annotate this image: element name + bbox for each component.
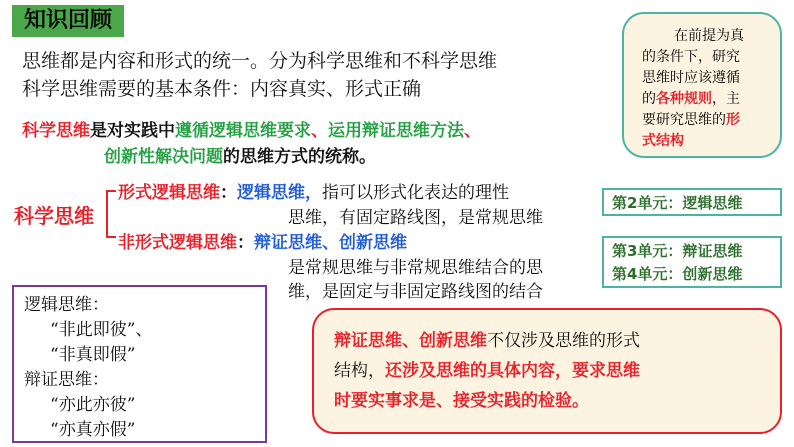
nonformal-logic-label: 非形式逻辑思维	[118, 233, 237, 253]
tree-bracket-bottom	[106, 236, 116, 238]
rules-callout	[622, 12, 782, 158]
callout-line-5	[642, 110, 768, 131]
nonformal-logic-line-1	[118, 228, 407, 253]
nonformal-logic-type: 辩证思维、创新思维	[254, 233, 407, 253]
unit-4-label: 第4单元：创新思维	[612, 265, 743, 283]
tree-root: 科学思维	[14, 204, 94, 228]
formal-logic-colon: ：	[220, 183, 237, 203]
section-tag: 知识回顾	[12, 5, 124, 37]
left-box-line-3: “非真即假”	[50, 345, 136, 365]
definition-green-2: 运用辩证思维方法	[328, 121, 464, 141]
bottom-box-red-1: 辩证思维、创新思维	[334, 331, 487, 351]
intro-line-1: 思维都是内容和形式的统一。分为科学思维和不科学思维	[22, 50, 498, 72]
callout-line-1: 在前提为真	[674, 28, 744, 44]
bottom-box-red-2: 还涉及思维的具体内容，要求思维	[385, 361, 640, 381]
callout-line-4	[642, 89, 768, 110]
left-box-line-1: 逻辑思维：	[24, 295, 109, 315]
definition-sep-1: 、	[311, 121, 328, 141]
formal-logic-label: 形式逻辑思维	[118, 183, 220, 203]
tree-bracket-top	[106, 190, 116, 192]
callout-highlight-rules: 各种规则	[656, 91, 712, 107]
bottom-box-line-1	[334, 326, 766, 356]
nonformal-logic-desc-2: 维，是固定与非固定路线图的结合	[288, 282, 543, 302]
definition-green-1: 遵循逻辑思维要求	[175, 121, 311, 141]
definition-line-2	[104, 142, 376, 167]
unit-3-4-box	[602, 236, 782, 288]
bottom-box-line-3: 时要实事求是、接受实践的检验。	[334, 391, 589, 411]
definition-sep-2: 、	[464, 121, 481, 141]
formal-logic-type: 逻辑思维，	[237, 183, 322, 203]
nonformal-logic-colon: ：	[237, 233, 254, 253]
unit-2-box: 第2单元：逻辑思维	[602, 188, 782, 216]
bottom-box-black-2: 结构，	[334, 361, 385, 381]
callout-line-3: 思维时应该遵循	[642, 70, 740, 86]
left-box-line-5: “亦此亦彼”	[50, 395, 136, 415]
definition-green-3: 创新性解决问题	[104, 147, 223, 167]
callout-line-5a: 要研究思维的	[642, 112, 726, 128]
callout-line-4a: 的	[642, 91, 656, 107]
unit-3-label: 第3单元：辩证思维	[612, 242, 743, 260]
definition-line-1	[22, 116, 481, 141]
formal-logic-desc-1: 指可以形式化表达的理性	[322, 183, 509, 203]
left-box-line-6: “亦真亦假”	[50, 420, 136, 440]
definition-term: 科学思维	[22, 121, 90, 141]
callout-line-6: 式结构	[642, 133, 684, 149]
dialectical-innovative-box	[312, 308, 782, 434]
bottom-box-line-2	[334, 356, 766, 386]
callout-line-4c: ，主	[712, 91, 740, 107]
thinking-comparison-box	[12, 285, 267, 443]
nonformal-logic-desc-1: 是常规思维与非常规思维结合的思	[288, 258, 543, 278]
bottom-box-black-1: 不仅涉及思维的形式	[487, 331, 640, 351]
callout-line-2: 的条件下，研究	[642, 49, 740, 65]
definition-tail: 的思维方式的统称。	[223, 147, 376, 167]
formal-logic-line-1	[118, 178, 509, 203]
intro-line-2: 科学思维需要的基本条件：内容真实、形式正确	[22, 78, 422, 100]
formal-logic-desc-2: 思维，有固定路线图，是常规思维	[288, 208, 543, 228]
left-box-line-2: “非此即彼”、	[50, 320, 153, 340]
definition-is: 是对实践中	[90, 121, 175, 141]
left-box-line-4: 辩证思维：	[24, 370, 109, 390]
callout-highlight-form: 形	[726, 112, 740, 128]
tree-bracket	[106, 190, 116, 238]
